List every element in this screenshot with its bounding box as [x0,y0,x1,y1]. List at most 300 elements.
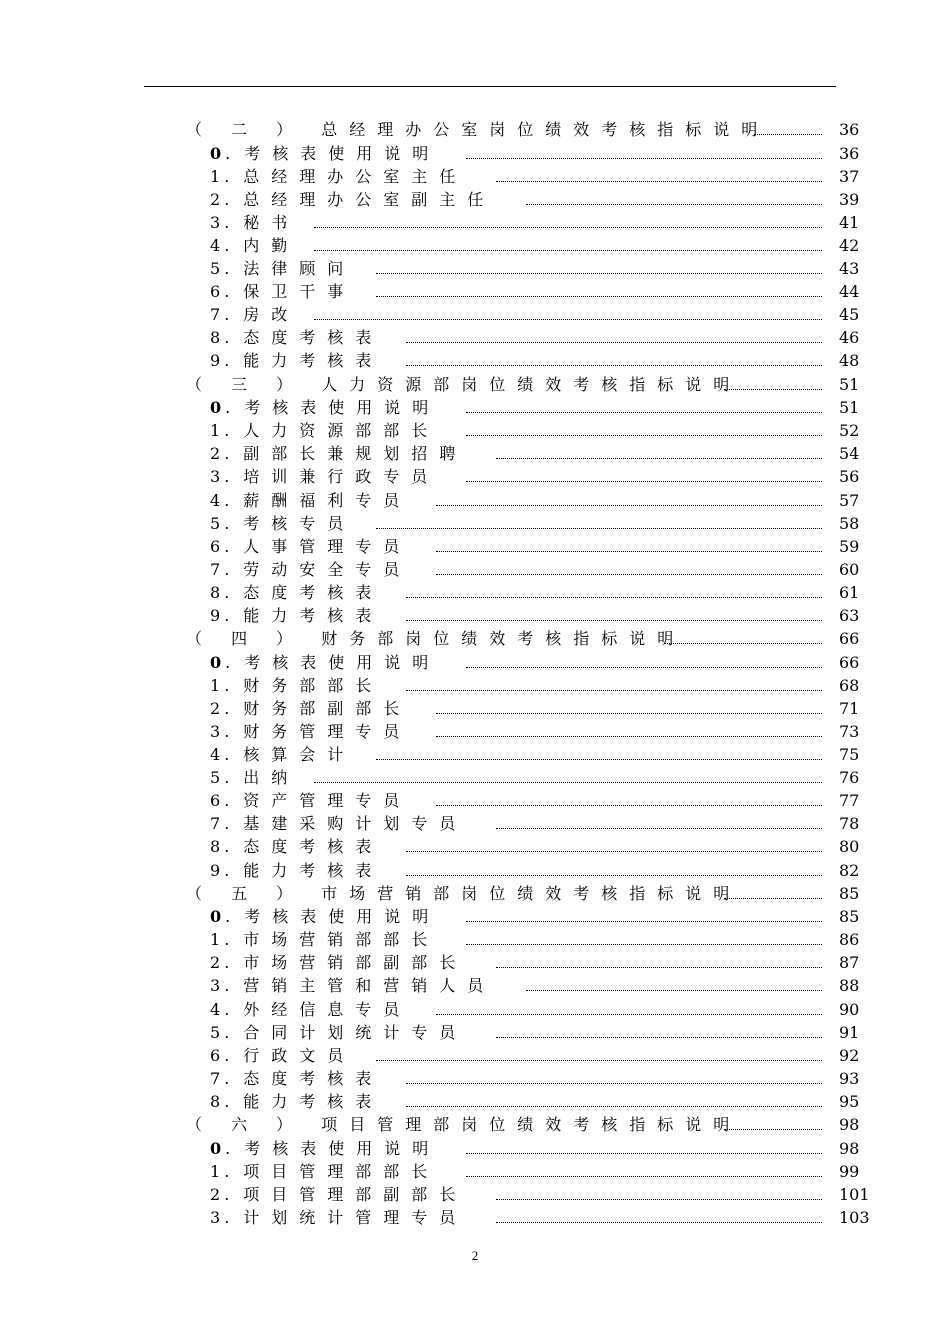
toc-item-label [210,720,411,743]
toc-page-number: 98 [839,1115,860,1135]
toc-section-title: （ 五 ） 市场营销部岗位绩效考核指标说明 [186,883,742,903]
dot-leader [376,273,822,274]
toc-page-number: 58 [839,513,860,533]
toc-item-dot: . [224,259,244,279]
toc-item-entry[interactable] [0,674,950,697]
toc-item-label [210,142,440,165]
dot-leader [724,898,822,899]
toc-item-entry[interactable] [0,558,950,581]
toc-item-title: 能力考核表 [243,605,384,625]
toc-item-number: 2 [210,1184,225,1204]
dot-leader [406,851,822,852]
toc-item-title: 态度考核表 [243,328,384,348]
toc-item-title: 出纳 [243,768,300,788]
toc-item-dot: . [224,212,244,232]
dot-leader [376,1060,822,1061]
toc-item-number: 7 [210,559,225,579]
toc-item-label [210,1137,440,1160]
toc-item-entry[interactable] [0,998,950,1021]
toc-item-title: 计划统计管理专员 [243,1207,468,1227]
toc-item-label [210,211,299,234]
toc-item-dot: . [224,536,244,556]
toc-item-dot: . [224,1068,244,1088]
toc-item-entry[interactable] [0,442,950,465]
toc-page-number: 76 [839,768,860,788]
toc-item-entry[interactable] [0,349,950,372]
toc-item-title: 能力考核表 [243,1091,384,1111]
toc-item-entry[interactable] [0,142,950,165]
toc-item-entry[interactable] [0,465,950,488]
dot-leader [376,296,822,297]
dot-leader [466,921,822,922]
toc-item-number: 3 [210,976,225,996]
toc-item-label [210,581,383,604]
toc-item-dot: . [224,467,244,487]
toc-page-number: 51 [839,398,860,418]
toc-item-dot: . [224,166,244,186]
toc-item-dot: . [225,652,245,672]
toc-item-title: 考核表使用说明 [244,398,441,418]
toc-page-number: 88 [839,976,860,996]
dot-leader [406,597,822,598]
dot-leader [466,481,822,482]
toc-item-entry[interactable] [0,1160,950,1183]
toc-item-number: 7 [210,1068,225,1088]
toc-item-number: 2 [210,189,225,209]
toc-item-label [210,697,411,720]
toc-item-label [210,442,467,465]
toc-item-number: 5 [210,1022,225,1042]
dot-leader [436,1014,822,1015]
toc-page-number: 92 [839,1045,860,1065]
dot-leader [466,1176,822,1177]
toc-item-dot: . [225,907,245,927]
toc-item-title: 秘书 [243,212,300,232]
toc-item-label [210,419,439,442]
toc-item-dot: . [224,305,244,325]
toc-item-dot: . [224,513,244,533]
toc-item-title: 行政文员 [243,1045,356,1065]
toc-item-title: 财务部副部长 [243,698,412,718]
toc-page-number: 66 [839,652,860,672]
toc-item-label [210,928,439,951]
toc-item-dot: . [224,559,244,579]
toc-item-dot: . [224,1207,244,1227]
toc-page-number: 75 [839,745,860,765]
toc-item-title: 市场营销部部长 [243,930,440,950]
toc-item-number: 8 [210,582,225,602]
toc-section-title: （ 四 ） 财务部岗位绩效考核指标说明 [186,629,686,649]
toc-item-label [210,1044,355,1067]
dot-leader [406,342,822,343]
toc-item-title: 劳动安全专员 [243,559,412,579]
dot-leader [406,620,822,621]
toc-item-title: 内勤 [243,235,300,255]
toc-item-entry[interactable] [0,512,950,535]
toc-page-number: 63 [839,605,860,625]
toc-item-dot: . [224,768,244,788]
toc-item-number: 4 [210,999,225,1019]
toc-item-label [210,535,411,558]
dot-leader [496,967,822,968]
dot-leader [466,667,822,668]
dot-leader [406,1106,822,1107]
toc-item-dot: . [224,421,244,441]
toc-item-label [210,951,467,974]
dot-leader [496,1199,822,1200]
toc-item-dot: . [224,351,244,371]
toc-item-title: 项目管理部副部长 [243,1184,468,1204]
dot-leader [436,713,822,714]
toc-item-label [210,1206,467,1229]
toc-item-label [210,859,383,882]
toc-page-number: 60 [839,559,860,579]
toc-item-number: 3 [210,1207,225,1227]
toc-page-number: 85 [839,907,860,927]
toc-item-title: 财务部部长 [243,675,384,695]
toc-item-entry[interactable] [0,326,950,349]
toc-page-number: 39 [839,189,860,209]
toc-item-title: 能力考核表 [243,860,384,880]
toc-item-label [210,651,440,674]
toc-item-label [210,789,411,812]
header-rule [144,86,836,87]
toc-item-number: 8 [210,328,225,348]
toc-item-number: 3 [210,212,225,232]
toc-page-number: 73 [839,721,860,741]
dot-leader [314,782,822,783]
toc-item-entry[interactable] [0,1067,950,1090]
toc-item-dot: . [224,860,244,880]
toc-item-dot: . [225,143,245,163]
toc-page-number: 56 [839,467,860,487]
toc-item-entry[interactable] [0,489,950,512]
toc-item-entry[interactable] [0,535,950,558]
toc-page-number: 90 [839,999,860,1019]
dot-leader [436,505,822,506]
dot-leader [466,412,822,413]
dot-leader [496,181,822,182]
toc-item-number: 9 [210,605,225,625]
toc-section-title: （ 二 ） 总经理办公室岗位绩效考核指标说明 [186,120,770,139]
toc-item-label [210,558,411,581]
toc-item-label [210,998,411,1021]
toc-item-dot: . [224,1161,244,1181]
toc-item-entry[interactable] [0,974,950,997]
toc-item-label [210,303,299,326]
toc-item-label [210,165,467,188]
toc-item-dot: . [224,189,244,209]
toc-item-number: 0 [210,143,226,163]
toc-item-entry[interactable] [0,720,950,743]
toc-item-title: 考核专员 [243,513,356,533]
toc-item-label [210,905,440,928]
toc-item-label [210,489,411,512]
toc-item-number: 0 [210,907,226,927]
toc-page-number: 37 [839,166,860,186]
toc-item-entry[interactable] [0,419,950,442]
toc-item-dot: . [224,675,244,695]
toc-item-label [210,766,299,789]
toc-item-entry[interactable] [0,697,950,720]
toc-item-title: 核算会计 [243,745,356,765]
toc-item-dot: . [224,930,244,950]
toc-page-number: 71 [839,698,860,718]
toc-item-title: 法律顾问 [243,259,356,279]
toc-page-number: 68 [839,675,860,695]
toc-page-number: 101 [839,1184,870,1204]
toc-item-number: 3 [210,467,225,487]
toc-page-number: 95 [839,1091,860,1111]
toc-item-number: 6 [210,536,225,556]
toc-item-dot: . [224,282,244,302]
toc-item-entry[interactable] [0,928,950,951]
toc-item-number: 2 [210,444,225,464]
page-number: 2 [471,1248,479,1263]
dot-leader [376,759,822,760]
toc-item-dot: . [224,976,244,996]
toc-item-entry[interactable] [0,1183,950,1206]
toc-item-number: 8 [210,1091,225,1111]
toc-item-number: 6 [210,791,225,811]
toc-item-dot: . [224,721,244,741]
toc-item-title: 能力考核表 [243,351,384,371]
toc-item-number: 0 [210,1138,226,1158]
toc-item-entry[interactable] [0,905,950,928]
toc-item-number: 0 [210,652,226,672]
dot-leader [496,1222,822,1223]
toc-item-number: 5 [210,768,225,788]
toc-item-title: 外经信息专员 [243,999,412,1019]
toc-item-dot: . [224,814,244,834]
toc-item-number: 9 [210,351,225,371]
toc-item-number: 9 [210,860,225,880]
dot-leader [466,158,822,159]
dot-leader [496,828,822,829]
toc-item-title: 资产管理专员 [243,791,412,811]
toc-item-dot: . [224,582,244,602]
toc-item-title: 副部长兼规划招聘 [243,444,468,464]
toc-page-number: 44 [839,282,860,302]
toc-item-number: 7 [210,814,225,834]
dot-leader [466,944,822,945]
toc-section-title: （ 六 ） 项目管理部岗位绩效考核指标说明 [186,1115,742,1135]
toc-section-entry[interactable] [0,373,950,397]
toc-item-number: 1 [210,675,225,695]
toc-page-number: 91 [839,1022,860,1042]
toc-page-number: 54 [839,444,860,464]
toc-section-entry[interactable] [0,882,950,906]
toc-item-entry[interactable] [0,581,950,604]
toc-item-title: 考核表使用说明 [244,907,441,927]
toc-item-entry[interactable] [0,743,950,766]
toc-item-title: 态度考核表 [243,1068,384,1088]
dot-leader [436,805,822,806]
dot-leader [314,227,822,228]
toc-item-title: 人力资源部部长 [243,421,440,441]
toc-item-entry[interactable] [0,188,950,211]
toc-item-title: 考核表使用说明 [244,652,441,672]
toc-page-number: 77 [839,791,860,811]
toc-item-number: 1 [210,166,225,186]
toc-item-entry[interactable] [0,951,950,974]
toc-item-number: 4 [210,745,225,765]
toc-item-dot: . [225,398,245,418]
toc-page-number: 45 [839,305,860,325]
toc-item-number: 2 [210,953,225,973]
table-of-contents [0,118,950,1229]
toc-item-dot: . [224,745,244,765]
toc-item-entry[interactable] [0,257,950,280]
dot-leader [406,690,822,691]
dot-leader [406,1083,822,1084]
toc-item-dot: . [224,999,244,1019]
toc-section-entry[interactable] [0,118,950,142]
toc-item-number: 8 [210,837,225,857]
toc-item-number: 2 [210,698,225,718]
toc-item-entry[interactable] [0,1206,950,1229]
toc-item-entry[interactable] [0,604,950,627]
toc-item-title: 保卫干事 [243,282,356,302]
dot-leader [406,365,822,366]
toc-item-dot: . [224,605,244,625]
toc-item-title: 营销主管和营销人员 [243,976,496,996]
toc-item-number: 1 [210,1161,225,1181]
dot-leader [526,990,822,991]
toc-item-number: 6 [210,282,225,302]
toc-item-label [210,1183,467,1206]
toc-page-number: 36 [839,143,860,163]
toc-page-number: 43 [839,259,860,279]
toc-item-entry[interactable] [0,835,950,858]
toc-page-number: 86 [839,930,860,950]
toc-item-entry[interactable] [0,1044,950,1067]
toc-item-label [210,743,355,766]
toc-item-entry[interactable] [0,1090,950,1113]
toc-item-dot: . [224,698,244,718]
toc-item-label [210,349,383,372]
toc-item-dot: . [224,490,244,510]
toc-item-entry[interactable] [0,766,950,789]
toc-page-number: 93 [839,1068,860,1088]
toc-page-number: 41 [839,212,860,232]
toc-item-label [210,280,355,303]
toc-page-number: 80 [839,837,860,857]
toc-page-number: 78 [839,814,860,834]
toc-item-number: 0 [210,398,226,418]
toc-item-dot: . [224,1091,244,1111]
toc-item-title: 项目管理部部长 [243,1161,440,1181]
toc-page-number: 46 [839,328,860,348]
toc-page-number: 66 [839,629,860,649]
toc-item-title: 人事管理专员 [243,536,412,556]
toc-item-entry[interactable] [0,812,950,835]
dot-leader [466,1153,822,1154]
toc-page-number: 103 [839,1207,870,1227]
toc-item-dot: . [224,953,244,973]
toc-section-entry[interactable] [0,1113,950,1137]
toc-item-number: 5 [210,259,225,279]
dot-leader [664,643,822,644]
toc-item-label [210,396,440,419]
toc-item-number: 7 [210,305,225,325]
toc-item-number: 1 [210,930,225,950]
toc-page-number: 57 [839,490,860,510]
toc-item-label [210,1090,383,1113]
toc-item-title: 考核表使用说明 [244,1138,441,1158]
dot-leader [314,319,822,320]
toc-item-dot: . [224,444,244,464]
toc-item-label [210,257,355,280]
toc-item-label [210,326,383,349]
dot-leader [314,250,822,251]
dot-leader [466,435,822,436]
toc-item-title: 培训兼行政专员 [243,467,440,487]
dot-leader [406,875,822,876]
toc-item-title: 合同计划统计专员 [243,1022,468,1042]
toc-page-number: 36 [839,120,860,139]
toc-item-number: 5 [210,513,225,533]
toc-page-number: 61 [839,582,860,602]
toc-item-entry[interactable] [0,211,950,234]
toc-item-number: 4 [210,235,225,255]
dot-leader [496,1037,822,1038]
toc-item-label [210,674,383,697]
toc-item-entry[interactable] [0,859,950,882]
toc-item-entry[interactable] [0,1021,950,1044]
toc-item-number: 3 [210,721,225,741]
toc-item-dot: . [225,1138,245,1158]
toc-item-number: 1 [210,421,225,441]
toc-page-number: 52 [839,421,860,441]
toc-page-number: 48 [839,351,860,371]
toc-page-number: 98 [839,1138,860,1158]
toc-item-title: 财务管理专员 [243,721,412,741]
toc-item-label [210,1021,467,1044]
toc-item-label [210,604,383,627]
toc-item-title: 态度考核表 [243,582,384,602]
toc-item-label [210,812,467,835]
toc-item-dot: . [224,1022,244,1042]
toc-section-title: （ 三 ） 人力资源部岗位绩效考核指标说明 [186,374,742,394]
toc-item-label [210,974,495,997]
dot-leader [436,574,822,575]
dot-leader [724,389,822,390]
toc-item-dot: . [224,328,244,348]
dot-leader [496,458,822,459]
toc-item-label [210,1067,383,1090]
toc-item-label [210,512,355,535]
toc-item-title: 房改 [243,305,300,325]
toc-item-number: 4 [210,490,225,510]
toc-section-entry[interactable] [0,627,950,651]
toc-item-entry[interactable] [0,651,950,674]
toc-item-dot: . [224,1045,244,1065]
toc-item-entry[interactable] [0,234,950,257]
toc-item-entry[interactable] [0,396,950,419]
dot-leader [754,134,822,135]
toc-item-entry[interactable] [0,1137,950,1160]
toc-item-title: 薪酬福利专员 [243,490,412,510]
toc-item-entry[interactable] [0,303,950,326]
toc-item-title: 基建采购计划专员 [243,814,468,834]
toc-item-entry[interactable] [0,789,950,812]
dot-leader [436,551,822,552]
toc-item-dot: . [224,837,244,857]
toc-item-entry[interactable] [0,280,950,303]
dot-leader [376,528,822,529]
toc-item-entry[interactable] [0,165,950,188]
